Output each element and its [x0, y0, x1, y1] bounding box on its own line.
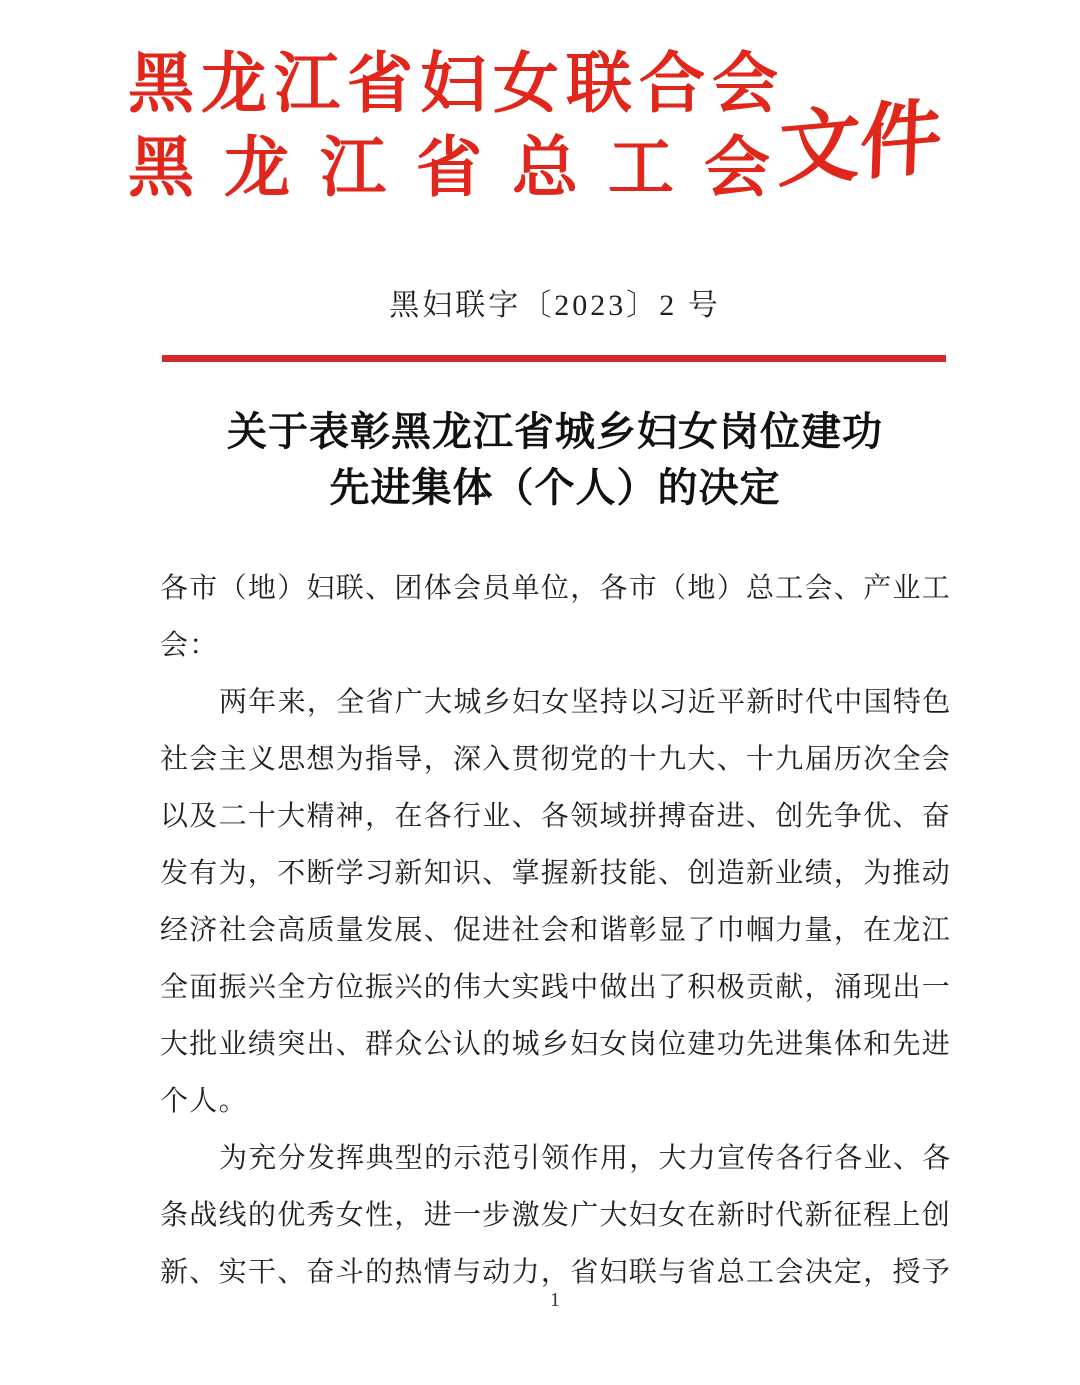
org-name-line-1: 黑龙江省妇女联合会 [128, 48, 785, 121]
body-text [160, 560, 952, 1301]
body-line: 两年来，全省广大城乡妇女坚持以习近平新时代中国特色 [219, 687, 952, 718]
body-line: 会： [160, 630, 219, 661]
title-line-2: 先进集体（个人）的决定 [329, 465, 781, 510]
page-number: 1 [550, 1289, 560, 1311]
doc-number: 黑妇联字〔2023〕2 号 [389, 289, 721, 322]
body-line: 发有为，不断学习新知识、掌握新技能、创造新业绩，为推动 [160, 858, 952, 889]
body-line: 全面振兴全方位振兴的伟大实践中做出了积极贡献，涌现出一 [160, 972, 952, 1003]
org-name-line-2: 黑龙江省总工会 [128, 132, 800, 205]
body-line: 大批业绩突出、群众公认的城乡妇女岗位建功先进集体和先进 [160, 1029, 952, 1060]
body-line: 为充分发挥典型的示范引领作用，大力宣传各行各业、各 [219, 1143, 952, 1174]
body-line: 新、实干、奋斗的热情与动力，省妇联与省总工会决定，授予 [160, 1257, 952, 1288]
body-line: 社会主义思想为指导，深入贯彻党的十九大、十九届历次全会 [160, 744, 952, 775]
doc-type-label: 文件 [776, 91, 944, 198]
body-line: 各市（地）妇联、团体会员单位，各市（地）总工会、产业工 [160, 573, 952, 604]
body-line: 条战线的优秀女性，进一步激发广大妇女在新时代新征程上创 [160, 1200, 952, 1231]
red-divider [162, 355, 946, 362]
body-line: 经济社会高质量发展、促进社会和谐彰显了巾帼力量，在龙江 [160, 915, 952, 946]
title-line-1: 关于表彰黑龙江省城乡妇女岗位建功 [227, 409, 883, 454]
body-line: 以及二十大精神，在各行业、各领域拼搏奋进、创先争优、奋 [160, 801, 952, 832]
body-line: 个人。 [160, 1086, 248, 1117]
